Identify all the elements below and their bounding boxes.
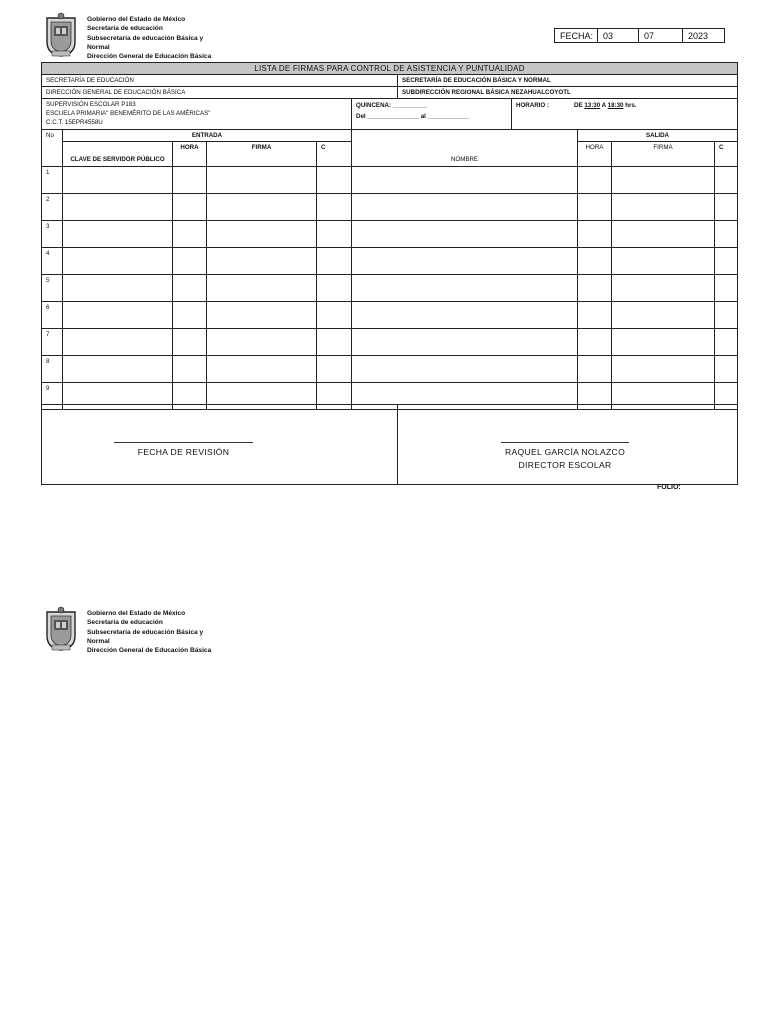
header-institution-lines <box>87 15 211 61</box>
row-number: 6 <box>41 301 63 329</box>
table-cell <box>172 355 207 383</box>
subdireccion-cell: SUBDIRECCIÓN REGIONAL BÁSICA NEZAHUALCOYOTL <box>397 86 738 99</box>
horario-hrs: hrs. <box>625 102 637 109</box>
header-line: Secretaría de educación <box>87 619 163 627</box>
table-cell <box>316 274 352 302</box>
signature-line <box>501 442 629 443</box>
table-cell <box>611 247 715 275</box>
director-name: RAQUEL GARCÍA NOLAZCO <box>504 447 626 457</box>
table-cell <box>172 328 207 356</box>
col-c-salida: C <box>714 141 738 167</box>
table-cell <box>351 220 578 248</box>
direccion-cell: DIRECCIÓN GENERAL DE EDUCACIÓN BÁSICA <box>41 86 398 99</box>
al-label: al <box>420 113 426 120</box>
col-no: No <box>41 129 63 167</box>
table-cell <box>62 328 173 356</box>
edomex-seal-icon <box>41 606 81 652</box>
table-cell <box>206 193 317 221</box>
table-cell <box>172 166 207 194</box>
horario-start: 13:30 <box>584 102 601 109</box>
header-line: Secretaría de educación <box>87 25 163 33</box>
table-cell <box>316 355 352 383</box>
table-cell <box>714 247 738 275</box>
table-cell <box>611 274 715 302</box>
table-cell <box>351 274 578 302</box>
table-cell <box>62 247 173 275</box>
row-number: 8 <box>41 355 63 383</box>
table-cell <box>316 247 352 275</box>
header-institution-lines <box>87 609 211 655</box>
table-cell <box>714 193 738 221</box>
table-cell <box>62 166 173 194</box>
table-cell <box>714 166 738 194</box>
col-salida: SALIDA <box>577 129 738 142</box>
table-cell <box>206 166 317 194</box>
fecha-label: FECHA: <box>554 28 598 43</box>
del-label: Del <box>356 113 366 120</box>
fecha-month: 07 <box>638 28 683 43</box>
horario-de: DE <box>574 102 583 109</box>
row-number: 3 <box>41 220 63 248</box>
table-cell <box>611 301 715 329</box>
table-cell <box>206 274 317 302</box>
table-cell <box>316 301 352 329</box>
header-line: Normal <box>87 637 110 645</box>
header-line: Subsecretaría de educación Básica y <box>87 34 204 42</box>
edomex-seal-icon <box>41 12 81 58</box>
secretaria-basica-cell: SECRETARÍA DE EDUCACIÓN BÁSICA Y NORMAL <box>397 74 738 87</box>
quincena-blank: __________ <box>392 102 428 109</box>
table-cell <box>206 301 317 329</box>
school-info-cell <box>41 98 352 130</box>
table-cell <box>577 166 612 194</box>
table-cell <box>611 355 715 383</box>
fecha-year: 2023 <box>682 28 725 43</box>
table-cell <box>577 247 612 275</box>
col-firma-salida: FIRMA <box>611 141 715 167</box>
table-cell <box>611 220 715 248</box>
table-cell <box>577 220 612 248</box>
header-line: Dirección General de Educación Básica <box>87 647 212 655</box>
table-cell <box>62 220 173 248</box>
table-cell <box>172 193 207 221</box>
form-title: LISTA DE FIRMAS PARA CONTROL DE ASISTENCIA Y PUNTUALIDAD <box>41 62 738 75</box>
table-cell <box>714 301 738 329</box>
table-cell <box>206 247 317 275</box>
row-number: 7 <box>41 328 63 356</box>
table-cell <box>351 193 578 221</box>
signature-line <box>114 442 253 443</box>
col-firma-entrada: FIRMA <box>206 141 317 167</box>
table-cell <box>714 274 738 302</box>
table-cell <box>577 193 612 221</box>
table-cell <box>172 274 207 302</box>
table-cell <box>62 301 173 329</box>
table-cell <box>62 355 173 383</box>
del-blank: _______________ <box>367 113 419 120</box>
al-blank: ____________ <box>427 113 469 120</box>
row-number: 1 <box>41 166 63 194</box>
horario-label: HORARIO : <box>516 102 549 109</box>
table-cell <box>172 220 207 248</box>
secretaria-cell: SECRETARÍA DE EDUCACIÓN <box>41 74 398 87</box>
table-cell <box>351 355 578 383</box>
table-cell <box>611 193 715 221</box>
fecha-revision-box <box>41 404 398 485</box>
header-line: Dirección General de Educación Básica <box>87 53 212 61</box>
table-cell <box>316 328 352 356</box>
header-line: Normal <box>87 43 110 51</box>
table-cell <box>577 355 612 383</box>
table-cell <box>577 274 612 302</box>
horario-end: 18:30 <box>607 102 624 109</box>
folio-label: FOLIO: <box>657 484 681 491</box>
table-cell <box>714 220 738 248</box>
table-cell <box>577 328 612 356</box>
table-cell <box>206 355 317 383</box>
header-line: Gobierno del Estado de México <box>87 16 186 23</box>
table-cell <box>611 166 715 194</box>
fecha-day: 03 <box>597 28 639 43</box>
director-box <box>397 404 738 485</box>
table-cell <box>351 247 578 275</box>
quincena-label: QUINCENA: <box>356 102 392 109</box>
table-cell <box>611 328 715 356</box>
col-clave: CLAVE DE SERVIDOR PÚBLICO <box>62 141 173 167</box>
horario-cell <box>511 98 738 130</box>
table-cell <box>351 328 578 356</box>
table-cell <box>172 301 207 329</box>
table-cell <box>206 328 317 356</box>
director-title: DIRECTOR ESCOLAR <box>518 460 612 470</box>
table-cell <box>206 220 317 248</box>
col-hora-entrada: HORA <box>172 141 207 167</box>
table-cell <box>172 247 207 275</box>
table-cell <box>316 220 352 248</box>
col-entrada: ENTRADA <box>62 129 352 142</box>
table-cell <box>316 166 352 194</box>
row-number: 2 <box>41 193 63 221</box>
escuela-text: ESCUELA PRIMARIA" BENEMÉRITO DE LAS AMÉRICAS" <box>46 110 211 117</box>
row-number: 5 <box>41 274 63 302</box>
quincena-cell <box>351 98 512 130</box>
table-cell <box>62 274 173 302</box>
supervision-text: SUPERVISIÓN ESCOLAR P183 <box>46 101 136 108</box>
col-c-entrada: C <box>316 141 352 167</box>
col-hora-salida: HORA <box>577 141 612 167</box>
horario-a: A <box>601 102 606 109</box>
table-cell <box>351 166 578 194</box>
row-number: 9 <box>41 382 63 410</box>
table-cell <box>714 328 738 356</box>
fecha-revision-label: FECHA DE REVISIÓN <box>137 447 230 457</box>
table-cell <box>577 301 612 329</box>
row-number: 4 <box>41 247 63 275</box>
header-line: Subsecretaría de educación Básica y <box>87 628 204 636</box>
cct-text: C.C.T. 15EPR4558U <box>46 119 103 126</box>
table-cell <box>714 355 738 383</box>
table-cell <box>62 193 173 221</box>
table-cell <box>316 193 352 221</box>
table-cell <box>351 301 578 329</box>
col-nombre: NOMBRE <box>351 129 578 167</box>
header-line: Gobierno del Estado de México <box>87 610 186 617</box>
